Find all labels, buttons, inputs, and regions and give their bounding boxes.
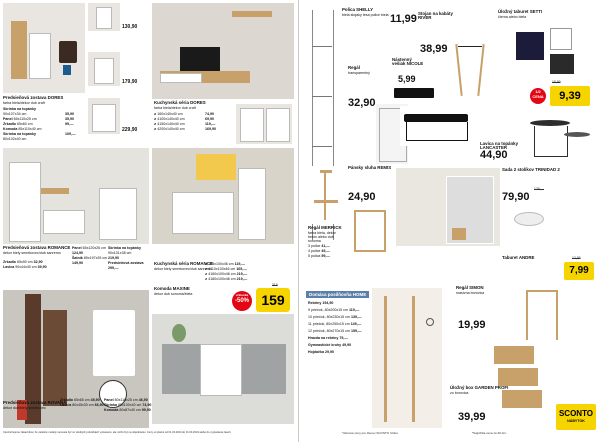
dores-item-label: Panel bbox=[3, 117, 13, 121]
garden-title: Úložný box GARDEN PROFI bbox=[450, 385, 509, 390]
home-item-label: Gymnastické kruhy bbox=[308, 343, 342, 347]
setti-price: 9,39 bbox=[550, 86, 590, 106]
romance-item-size: 90x101x38 cm bbox=[108, 251, 132, 255]
dores-item-label: Komoda bbox=[3, 127, 18, 131]
dores-subtitle: farba biela/dekor dub craft bbox=[3, 101, 45, 105]
dores-item-size: 90x107x34 cm bbox=[3, 112, 27, 116]
setti-old-price: 18,99 bbox=[552, 80, 561, 84]
dores-price: 35,90 bbox=[65, 112, 74, 116]
trinidad-price: 79,90 bbox=[502, 191, 530, 203]
home-item-label: 9 priečok, 80x200x15 cm bbox=[308, 308, 348, 312]
romance2-title: Kuchynská séria ROMANCE bbox=[154, 261, 213, 266]
romance2-price: 119,— bbox=[234, 262, 245, 266]
dores-thumb-3 bbox=[88, 98, 120, 134]
rovana-item-price: 74,90 bbox=[142, 403, 152, 407]
rovana-item-label: Lavica bbox=[60, 403, 72, 407]
simon-subtitle: masívna borovica bbox=[456, 291, 485, 295]
shelly-subtitle: biela stojaky tesa police biela bbox=[342, 13, 389, 17]
romance-item-price: 219,90 bbox=[108, 256, 119, 260]
dores-thumb-price-1: 130,90 bbox=[122, 24, 138, 30]
dores-tv-thumbs bbox=[236, 104, 292, 144]
left-page bbox=[0, 0, 299, 442]
merrick-price: 41,— bbox=[321, 244, 330, 248]
right-footer-right: *Najnižšia cena za 30 dní. bbox=[472, 431, 507, 435]
dores-tv-prices bbox=[205, 112, 216, 132]
romance-item-size: 89x197x39 cm bbox=[83, 256, 108, 260]
dores-tv-item: ø 160x140x40 cm bbox=[154, 112, 183, 116]
romance-item-label: Skrinka na topánky bbox=[108, 246, 141, 250]
rovana-item-size: 80x87x40 cm bbox=[119, 408, 141, 412]
dores-tv-items bbox=[154, 112, 185, 132]
rovana-item-size: 80x110x25 cm bbox=[114, 398, 138, 402]
maxine-title: Komoda MAXINE bbox=[154, 286, 190, 291]
romance-item-price: 39,90 bbox=[37, 265, 47, 269]
romance-items-c bbox=[108, 246, 144, 271]
romance2-price: 169,— bbox=[236, 267, 247, 271]
romance2-item: ø 155x100x46 cm bbox=[205, 262, 234, 266]
dores-tv-price: 169,90 bbox=[205, 127, 216, 131]
dores-hallway-image bbox=[3, 3, 85, 93]
romance-item-price: 32,90 bbox=[33, 260, 43, 264]
home-item-price: 159,— bbox=[350, 329, 362, 333]
dores-price: 35,90 bbox=[65, 117, 74, 121]
right-footer-left: *Akciové ceny pre členov SCONTO Clubu. bbox=[342, 431, 399, 435]
trinidad-old-price: 129,— bbox=[534, 187, 544, 191]
andre-price: 7,99 bbox=[564, 262, 594, 280]
rovana-item-label: Panel bbox=[104, 398, 114, 402]
maxine-price: 159 bbox=[256, 288, 290, 312]
romance-items-a bbox=[3, 260, 47, 270]
home-item-price: 194,90 bbox=[322, 301, 334, 305]
dores-thumb-price-2: 179,90 bbox=[122, 79, 138, 85]
merrick-item: 4 police bbox=[308, 249, 321, 253]
dores-tv-price: 69,90 bbox=[205, 117, 214, 121]
home-gym-list bbox=[308, 300, 362, 356]
home-item-price: 49,90 bbox=[342, 343, 352, 347]
romance2-item: ø 4110x100x46 cm bbox=[205, 267, 236, 271]
romance-item-size: 65x120x26 cm bbox=[82, 246, 106, 250]
romance2-item: ø 4160x100x46 cm bbox=[205, 272, 236, 276]
home-item-label: 10 priečok, 80x230x15 cm bbox=[308, 315, 350, 319]
dores-title: Predsieňová zostava DORES bbox=[3, 95, 64, 100]
remis-title: Pánsky sluha REMIS bbox=[348, 165, 392, 170]
home-gym-image bbox=[372, 288, 442, 428]
remis-image bbox=[306, 166, 346, 224]
garden-subtitle: zo borovica bbox=[450, 391, 469, 395]
garden-price: 39,99 bbox=[458, 411, 486, 423]
shelly-price: 11,99 bbox=[390, 13, 417, 25]
dores-items bbox=[3, 107, 41, 142]
dores-item-size: 80x102x40 cm bbox=[3, 137, 27, 141]
romance-item-price: 299,— bbox=[108, 266, 119, 270]
trinidad-title: Sada 2 stolíkov TRINIDAD 2 bbox=[502, 167, 560, 172]
rovana-item-size: 80x45x30 cm bbox=[72, 403, 94, 407]
nicole-image bbox=[394, 88, 434, 98]
stojan-title: Stojan na kabáty RIVER bbox=[418, 11, 453, 21]
maxine-badge-label: vrátenka bbox=[235, 293, 249, 297]
home-item-label: Hrazda na rebriny bbox=[308, 336, 339, 340]
simon-price: 19,99 bbox=[458, 319, 486, 331]
andre-title: Taburet ANDRE bbox=[502, 255, 535, 260]
dores-tv-title: Kuchynská séria DORES bbox=[154, 100, 206, 105]
right-page bbox=[302, 0, 600, 442]
romance-living-image bbox=[152, 148, 294, 244]
home-item-label: Rebriny bbox=[308, 301, 322, 305]
dores-thumb-price-3: 229,90 bbox=[122, 127, 138, 133]
rovana-items-b bbox=[104, 398, 151, 413]
rovana-item-label: Zrkadlo bbox=[60, 398, 73, 402]
dores-tv-price: 74,90 bbox=[205, 112, 214, 116]
sconto-logo-text: SCONTO bbox=[558, 409, 594, 418]
lancaster-title: Lavica na topánky LANCASTER bbox=[480, 141, 519, 151]
merrick-item: 3 police bbox=[308, 244, 321, 248]
rovana-item-price: 99,90 bbox=[141, 408, 151, 412]
dores-item-size: 65x110x25 cm bbox=[13, 117, 37, 121]
dores-tv-item: ø 4200x140x40 cm bbox=[154, 127, 185, 131]
dores-prices bbox=[65, 112, 76, 137]
dores-item-label: Skrinka na topánky bbox=[3, 107, 36, 111]
merrick-price: 49,— bbox=[321, 249, 330, 253]
merrick-item: 5 polica bbox=[308, 254, 321, 258]
home-item-price: 119,— bbox=[348, 308, 360, 312]
rovana-items-a bbox=[60, 398, 104, 408]
dores-tv-item: ø 4150x140x40 cm bbox=[154, 122, 185, 126]
romance-item-price: 124,90 bbox=[72, 251, 83, 255]
dores-price: 99,— bbox=[65, 122, 74, 126]
lancaster-price: 44,90 bbox=[480, 149, 508, 161]
romance2-item: ø 4180x100x46 cm bbox=[205, 277, 236, 281]
merrick-price: 59,— bbox=[321, 254, 330, 258]
romance-hallway-image bbox=[3, 148, 149, 244]
romance2-price: 219,— bbox=[236, 272, 248, 276]
stojan-image bbox=[452, 40, 488, 98]
rovana-item-label: Komoda bbox=[104, 408, 119, 412]
merrick-subtitle: farba biela, dekor betón alebo dub sonoma bbox=[308, 231, 336, 244]
rovana-item-price: 45,90 bbox=[90, 398, 100, 402]
romance-item-label: Panel bbox=[72, 246, 82, 250]
romance-subtitle: dekor biely smrekovec/dub sanremo bbox=[3, 251, 61, 255]
romance-item-size: 90x44x40 cm bbox=[15, 265, 37, 269]
nicole-price: 5,99 bbox=[398, 74, 416, 84]
trinidad-image bbox=[524, 110, 594, 168]
dores-thumb-2 bbox=[88, 52, 120, 86]
rovana-title: Predsieňová zostava ROVANA bbox=[3, 400, 67, 405]
dores-tv-item: ø 4100x140x40 cm bbox=[154, 117, 185, 121]
merrick-thumb bbox=[348, 206, 388, 252]
maxine-subtitle: dekor dub sonoma/biela bbox=[154, 292, 193, 296]
romance2-price: 219,— bbox=[236, 277, 248, 281]
maxine-old-price: 319 bbox=[272, 283, 278, 287]
maxine-discount-badge bbox=[232, 291, 252, 311]
regal-shoes-price: 32,90 bbox=[348, 97, 376, 109]
romance-item-label: Zrkadlo bbox=[3, 260, 16, 264]
stojan-price: 38,99 bbox=[420, 43, 448, 55]
setti-subtitle: čierna alebo biela bbox=[498, 15, 527, 19]
lancaster-image bbox=[400, 106, 474, 146]
dores-living-image bbox=[152, 3, 294, 99]
setti-title: Úložný taburet SETTI bbox=[498, 9, 543, 14]
dores-item-label: Zrkadlo bbox=[3, 122, 16, 126]
romance-item-size: 65x90 cm bbox=[16, 260, 33, 264]
home-item-price: 139,— bbox=[350, 315, 362, 319]
shelly-title: Polica SHELLY bbox=[342, 7, 374, 12]
sconto-logo-sub: NÁBYTOK bbox=[567, 419, 585, 423]
romance-item-label: Predsieňová zostava bbox=[108, 261, 144, 265]
merrick-items bbox=[308, 244, 330, 259]
romance-item-label: Lavica bbox=[3, 265, 15, 269]
sconto-logo bbox=[556, 404, 596, 430]
setti-half-price-badge: 1/2 CENA bbox=[530, 88, 546, 104]
romance2-subtitle: dekor biely smrekovec/dub sanremo bbox=[154, 267, 212, 271]
left-footer: Upozorňujeme zákazníkov, že niektoré modely nemusia byť vo všetkých pobočkách vystavené, ale môžu byť na objednávku. Ceny sú platné od 01.03.2024 do 31.03.2024 alebo do vypredania zásob. bbox=[3, 431, 232, 434]
dores-tv-subtitle: farba biela/dekor dub craft bbox=[154, 106, 196, 110]
romance-items-b bbox=[72, 246, 107, 266]
regal-shoes-title: Regál bbox=[348, 65, 360, 70]
rovana-item-size: 80x100x40 cm bbox=[118, 403, 142, 407]
romance2-items bbox=[205, 262, 247, 282]
rovana-item-price: 66,90 bbox=[94, 403, 104, 407]
dores-item-size: 65x60 cm bbox=[16, 122, 33, 126]
dores-price: 109,— bbox=[65, 132, 76, 136]
maxine-image bbox=[152, 314, 294, 424]
andre-image bbox=[508, 206, 548, 252]
dores-item-size: 85x110x40 cm bbox=[18, 127, 42, 131]
rovana-item-price: 46,90 bbox=[138, 398, 148, 402]
dores-thumb-1 bbox=[88, 3, 120, 31]
maxine-badge-pct: -50% bbox=[234, 297, 249, 304]
setti-image bbox=[512, 24, 582, 80]
home-item-price: 149,— bbox=[350, 322, 362, 326]
romance-item-label: Šatník bbox=[72, 256, 83, 260]
romance-title: Predsieňová zostava ROMANCE bbox=[3, 245, 71, 250]
home-item-label: Hojdačka bbox=[308, 350, 324, 354]
romance-item-price: 149,90 bbox=[72, 261, 83, 265]
dores-item-label: Skrinka na topánky bbox=[3, 132, 36, 136]
merrick-title: Regál MERRICK bbox=[308, 225, 342, 230]
merrick-image bbox=[396, 168, 500, 246]
andre-old-price: 12,99 bbox=[572, 256, 581, 260]
rovana-subtitle: dekor dub/biely smrekovec bbox=[3, 406, 46, 410]
rovana-item-size: 65x65 cm bbox=[73, 398, 90, 402]
garden-image bbox=[488, 340, 572, 410]
home-gym-header: Domáca posilňovňa HOME bbox=[306, 291, 369, 298]
home-item-label: 12 priečok, 80x270x15 cm bbox=[308, 329, 350, 333]
simon-title: Regál SIMON bbox=[456, 285, 484, 290]
home-item-price: 79,— bbox=[339, 336, 348, 340]
nicole-title: Nástenný vešiak NICOLE bbox=[392, 57, 424, 67]
dores-tv-price: 119,— bbox=[205, 122, 216, 126]
remis-price: 24,90 bbox=[348, 191, 376, 203]
home-item-price: 29,90 bbox=[324, 350, 334, 354]
home-item-label: 11 priečok, 80x250x15 cm bbox=[308, 322, 350, 326]
rovana-item-label: Skrinka bbox=[104, 403, 117, 407]
regal-shoes-subtitle: transparentný bbox=[348, 71, 370, 75]
